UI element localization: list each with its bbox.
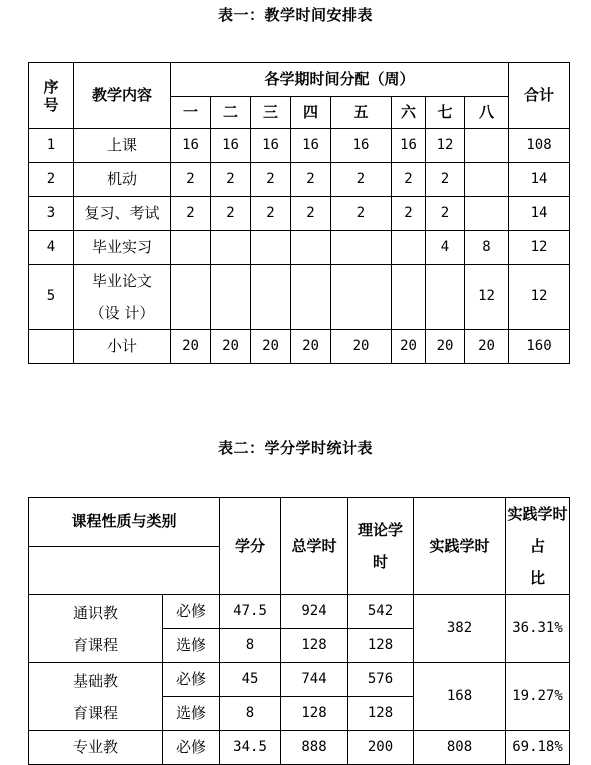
week-cell (171, 231, 211, 265)
header-theory-hours (348, 498, 414, 595)
row-seq: 4 (29, 231, 74, 265)
practice-ratio-cell: 36.31% (506, 595, 570, 663)
header-seq (29, 63, 74, 129)
header-semester-7: 七 (426, 97, 465, 129)
group-name (29, 595, 163, 663)
row-total: 108 (509, 129, 570, 163)
header-semester-8: 八 (465, 97, 509, 129)
total-hours-cell: 888 (281, 731, 348, 765)
practice-hours-cell: 382 (414, 595, 506, 663)
table-row (29, 595, 570, 629)
credits-cell: 8 (220, 629, 281, 663)
practice-ratio-cell: 69.18% (506, 731, 570, 765)
theory-hours-cell: 128 (348, 697, 414, 731)
table-row (29, 163, 570, 197)
teaching-schedule-table (28, 62, 570, 364)
header-seq-text: 序 号 (43, 77, 59, 114)
week-cell (331, 231, 392, 265)
row-content: 毕业实习 (74, 231, 171, 265)
group-name-line: 育课程 (72, 703, 118, 722)
subtotal-cell: 20 (465, 330, 509, 364)
subtotal-row (29, 330, 570, 364)
table-row (29, 231, 570, 265)
table-row (29, 663, 570, 697)
week-cell: 4 (426, 231, 465, 265)
week-cell (392, 265, 426, 330)
week-cell: 2 (171, 197, 211, 231)
week-cell: 2 (171, 163, 211, 197)
week-cell: 16 (291, 129, 331, 163)
credits-cell: 47.5 (220, 595, 281, 629)
week-cell: 2 (426, 163, 465, 197)
week-cell (465, 163, 509, 197)
week-cell (211, 231, 251, 265)
week-cell (251, 265, 291, 330)
row-total: 12 (509, 231, 570, 265)
week-cell (171, 265, 211, 330)
header-semester-4: 四 (291, 97, 331, 129)
week-cell: 16 (331, 129, 392, 163)
header-semester-1: 一 (171, 97, 211, 129)
header-semester-3: 三 (251, 97, 291, 129)
subtotal-total: 160 (509, 330, 570, 364)
week-cell (211, 265, 251, 330)
week-cell: 2 (251, 197, 291, 231)
header-total-hours: 总学时 (281, 498, 348, 595)
credit-hours-table (28, 497, 570, 765)
week-cell: 8 (465, 231, 509, 265)
total-hours-cell: 924 (281, 595, 348, 629)
theory-hours-cell: 576 (348, 663, 414, 697)
subtotal-label: 小计 (74, 330, 171, 364)
header-credits: 学分 (220, 498, 281, 595)
header-semester-6: 六 (392, 97, 426, 129)
row-content (74, 265, 171, 330)
table-row (29, 197, 570, 231)
row-seq: 3 (29, 197, 74, 231)
week-cell (291, 265, 331, 330)
row-total: 14 (509, 197, 570, 231)
credits-cell: 45 (220, 663, 281, 697)
header-semester-2: 二 (211, 97, 251, 129)
theory-hours-cell: 128 (348, 629, 414, 663)
week-cell: 2 (392, 163, 426, 197)
week-cell (392, 231, 426, 265)
row-seq: 1 (29, 129, 74, 163)
subtotal-cell: 20 (426, 330, 465, 364)
row-total: 12 (509, 265, 570, 330)
week-cell (291, 231, 331, 265)
theory-hours-cell: 542 (348, 595, 414, 629)
group-name: 专业教 (29, 731, 163, 765)
table-row (29, 129, 570, 163)
week-cell: 2 (291, 163, 331, 197)
week-cell: 12 (426, 129, 465, 163)
group-name-line: 基础教 (72, 671, 118, 690)
practice-hours-cell: 168 (414, 663, 506, 731)
subtotal-seq-empty (29, 330, 74, 364)
week-cell: 2 (211, 197, 251, 231)
week-cell (465, 129, 509, 163)
row-total: 14 (509, 163, 570, 197)
table1-title: 表一：教学时间安排表 (217, 6, 373, 24)
total-hours-cell: 128 (281, 629, 348, 663)
week-cell: 16 (251, 129, 291, 163)
subtotal-cell: 20 (392, 330, 426, 364)
week-cell: 12 (465, 265, 509, 330)
header-category-blank (29, 546, 220, 595)
row-content: 上课 (74, 129, 171, 163)
table2-title: 表二：学分学时统计表 (217, 439, 373, 457)
header-practice-ratio (506, 498, 570, 595)
week-cell (465, 197, 509, 231)
header-theory-line: 时 (373, 553, 389, 571)
header-total: 合计 (509, 63, 570, 129)
total-hours-cell: 128 (281, 697, 348, 731)
week-cell: 2 (291, 197, 331, 231)
header-ratio-line: 实践学时占 (507, 505, 568, 555)
week-cell: 16 (392, 129, 426, 163)
week-cell: 2 (331, 163, 392, 197)
week-cell (251, 231, 291, 265)
row-seq: 5 (29, 265, 74, 330)
week-cell (426, 265, 465, 330)
week-cell: 2 (426, 197, 465, 231)
table-row (29, 265, 570, 330)
week-cell: 2 (251, 163, 291, 197)
row-seq: 2 (29, 163, 74, 197)
group-name-line: 通识教 (72, 603, 118, 622)
row-content: 复习、考试 (74, 197, 171, 231)
group-name-line: 育课程 (72, 635, 118, 654)
header-semester-5: 五 (331, 97, 392, 129)
header-content: 教学内容 (74, 63, 171, 129)
subtotal-cell: 20 (211, 330, 251, 364)
header-ratio-line: 比 (530, 569, 546, 587)
practice-hours-cell: 808 (414, 731, 506, 765)
week-cell: 2 (392, 197, 426, 231)
subtotal-cell: 20 (331, 330, 392, 364)
total-hours-cell: 744 (281, 663, 348, 697)
header-semester-group: 各学期时间分配（周） (171, 63, 509, 97)
group-name (29, 663, 163, 731)
row-content-line: （设 计） (89, 304, 155, 322)
row-content-line: 毕业论文 (91, 272, 152, 290)
week-cell: 2 (211, 163, 251, 197)
practice-ratio-cell: 19.27% (506, 663, 570, 731)
course-type: 必修 (163, 595, 220, 629)
credits-cell: 8 (220, 697, 281, 731)
credits-cell: 34.5 (220, 731, 281, 765)
header-practice-hours: 实践学时 (414, 498, 506, 595)
course-type: 选修 (163, 697, 220, 731)
week-cell: 16 (171, 129, 211, 163)
row-content: 机动 (74, 163, 171, 197)
subtotal-cell: 20 (171, 330, 211, 364)
week-cell (331, 265, 392, 330)
course-type: 必修 (163, 731, 220, 765)
subtotal-cell: 20 (251, 330, 291, 364)
course-type: 必修 (163, 663, 220, 697)
theory-hours-cell: 200 (348, 731, 414, 765)
header-category: 课程性质与类别 (29, 498, 220, 547)
subtotal-cell: 20 (291, 330, 331, 364)
table-row (29, 731, 570, 765)
week-cell: 2 (331, 197, 392, 231)
header-theory-line: 理论学 (358, 521, 404, 539)
week-cell: 16 (211, 129, 251, 163)
course-type: 选修 (163, 629, 220, 663)
